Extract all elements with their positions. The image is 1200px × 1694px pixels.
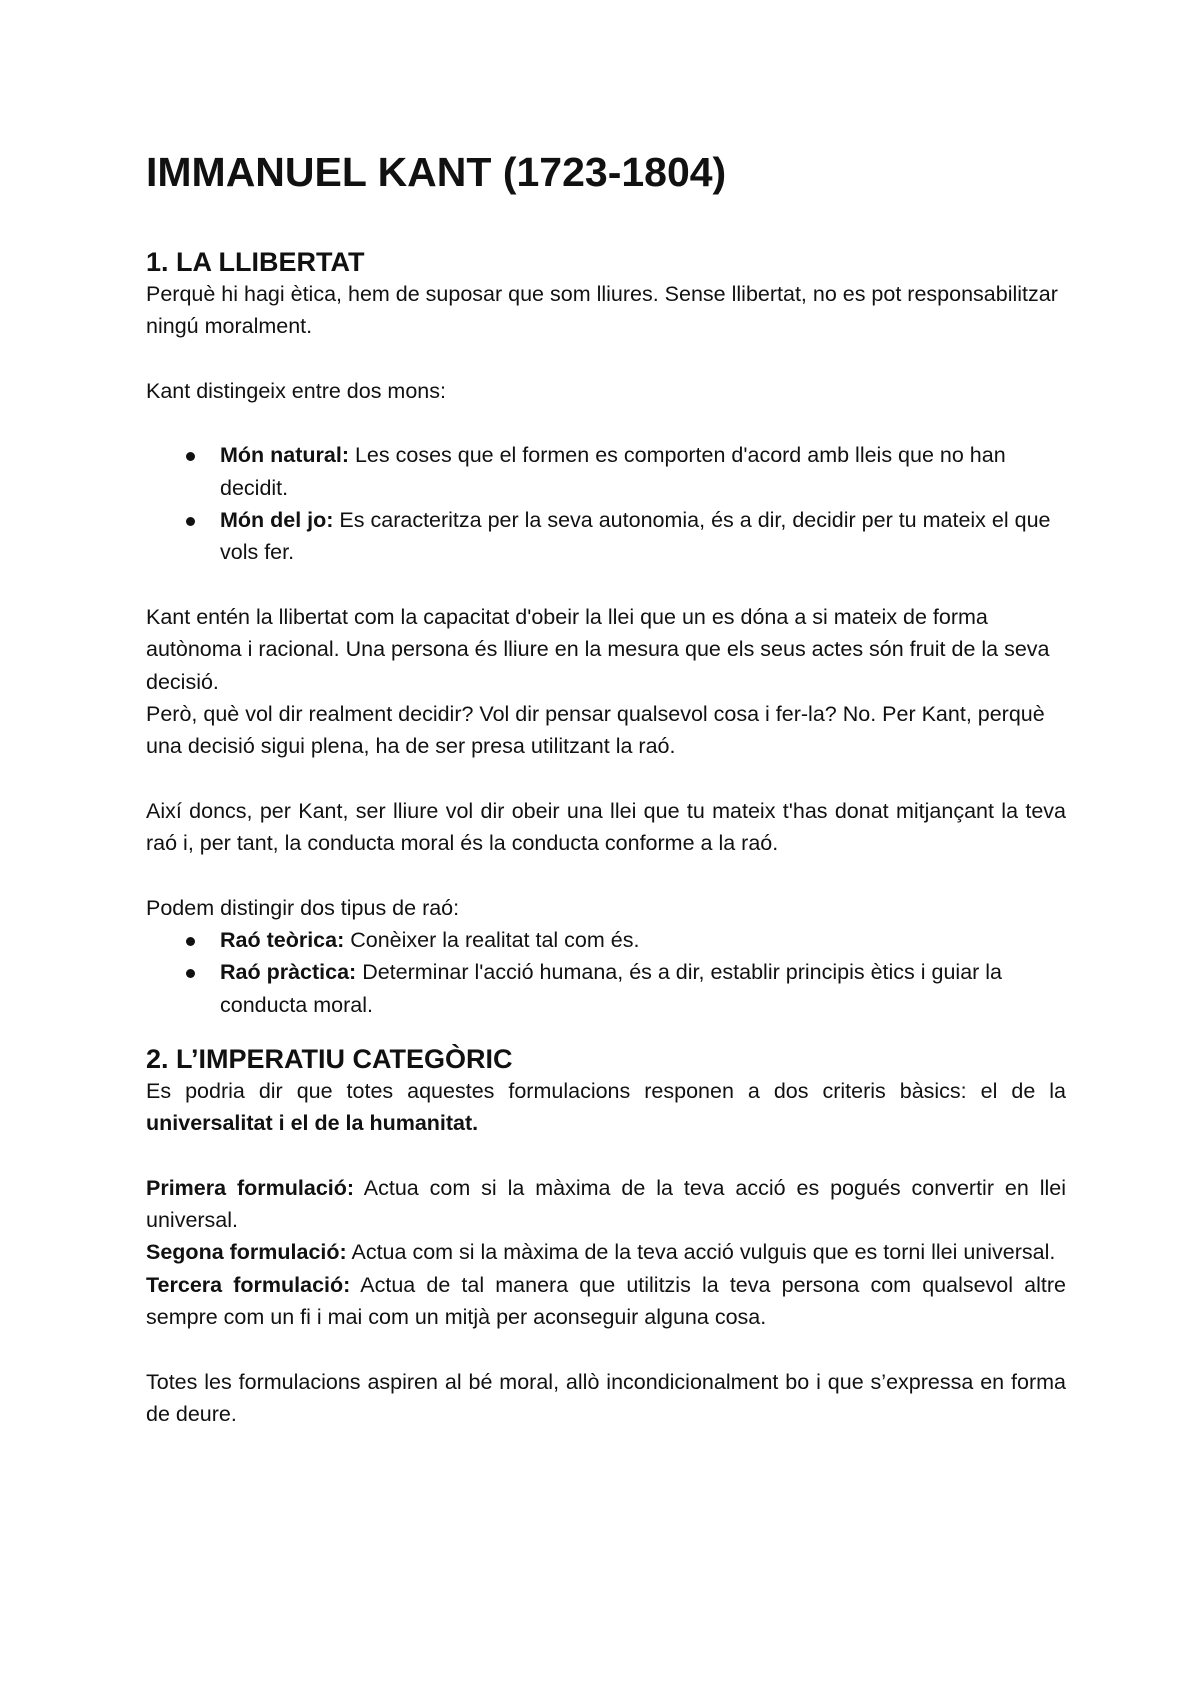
spacer [146, 343, 1066, 375]
list-item-text: Determinar l'acció humana, és a dir, establir principis ètics i guiar la conducta moral. [220, 960, 1003, 1017]
spacer [146, 1139, 1066, 1171]
formulation-term: Segona formulació: [146, 1240, 347, 1265]
spacer [146, 1021, 1066, 1043]
spacer [146, 196, 1066, 246]
section2-intro-bold: universalitat i el de la humanitat. [146, 1111, 479, 1136]
spacer [146, 859, 1066, 891]
formulation-text: Actua de tal manera que utilitzis la teva persona com qualsevol altre sempre com un fi i mai com un mitjà per aconseguir alguna cosa. [146, 1272, 1066, 1329]
spacer [146, 762, 1066, 794]
list-item-text: Conèixer la realitat tal com és. [344, 927, 640, 952]
list-item [146, 956, 1066, 1021]
reason-intro: Podem distingir dos tipus de raó: [146, 895, 460, 920]
list-item-term: Món natural: [220, 443, 349, 468]
list-item [146, 504, 1066, 569]
reasons-list [146, 924, 1066, 1021]
formulation-term: Tercera formulació: [146, 1272, 351, 1297]
bullet-icon [186, 452, 195, 461]
section1-heading: 1. LA LLIBERTAT [146, 247, 365, 277]
section2-intro-text: Es podria dir que totes aquestes formulacions responen a dos criteris bàsics: el de la [146, 1078, 1066, 1103]
list-item [146, 439, 1066, 504]
document-title: IMMANUEL KANT (1723-1804) [146, 149, 727, 195]
formulation-2 [146, 1236, 1066, 1268]
section1-intro: Perquè hi hagi ètica, hem de suposar que som lliures. Sense llibertat, no es pot responsabilitzar ningú moralment. [146, 282, 1058, 339]
bullet-icon [186, 969, 195, 978]
formulation-text: Actua com si la màxima de la teva acció vulguis que es torni llei universal. [346, 1240, 1056, 1265]
formulation-1 [146, 1172, 1066, 1237]
freedom-conclusion: Així doncs, per Kant, ser lliure vol dir obeir una llei que tu mateix t'has donat mitjançant la teva raó i, per tant, la conducta moral és la conducta conforme a la raó. [146, 798, 1066, 856]
list-item-text: Les coses que el formen es comporten d'acord amb lleis que no han decidit. [220, 443, 1006, 500]
formulation-text: Actua com si la màxima de la teva acció es pogués convertir en llei universal. [146, 1175, 1066, 1233]
worlds-list [146, 439, 1066, 568]
list-item-text: Es caracteritza per la seva autonomia, és a dir, decidir per tu mateix el que vols fer. [220, 508, 1051, 565]
spacer [146, 569, 1066, 601]
formulation-3 [146, 1269, 1066, 1334]
worlds-intro: Kant distingeix entre dos mons: [146, 378, 446, 403]
list-item [146, 924, 1066, 956]
bullet-icon [186, 937, 195, 946]
list-item-term: Raó teòrica: [220, 927, 345, 952]
formulation-term: Primera formulació: [146, 1175, 355, 1200]
spacer [146, 407, 1066, 439]
section2-intro [146, 1075, 1066, 1140]
freedom-definition: Kant entén la llibertat com la capacitat d'obeir la llei que un es dóna a si mateix de forma autònoma i racional. Una persona és lliure en la mesura que els seus actes són fruit de la seva decisió. [146, 604, 1050, 694]
list-item-term: Raó pràctica: [220, 960, 357, 985]
list-item-term: Món del jo: [220, 508, 334, 533]
section2-heading: 2. L’IMPERATIU CATEGÒRIC [146, 1043, 513, 1074]
section2-closing: Totes les formulacions aspiren al bé moral, allò incondicionalment bo i que s’expressa en forma de deure. [146, 1369, 1066, 1426]
bullet-icon [186, 517, 195, 526]
document-page [146, 148, 1066, 1430]
freedom-question: Però, què vol dir realment decidir? Vol dir pensar qualsevol cosa i fer-la? No. Per Kant, perquè una decisió sigui plena, ha de ser presa utilitzant la raó. [146, 701, 1045, 759]
spacer [146, 1333, 1066, 1365]
